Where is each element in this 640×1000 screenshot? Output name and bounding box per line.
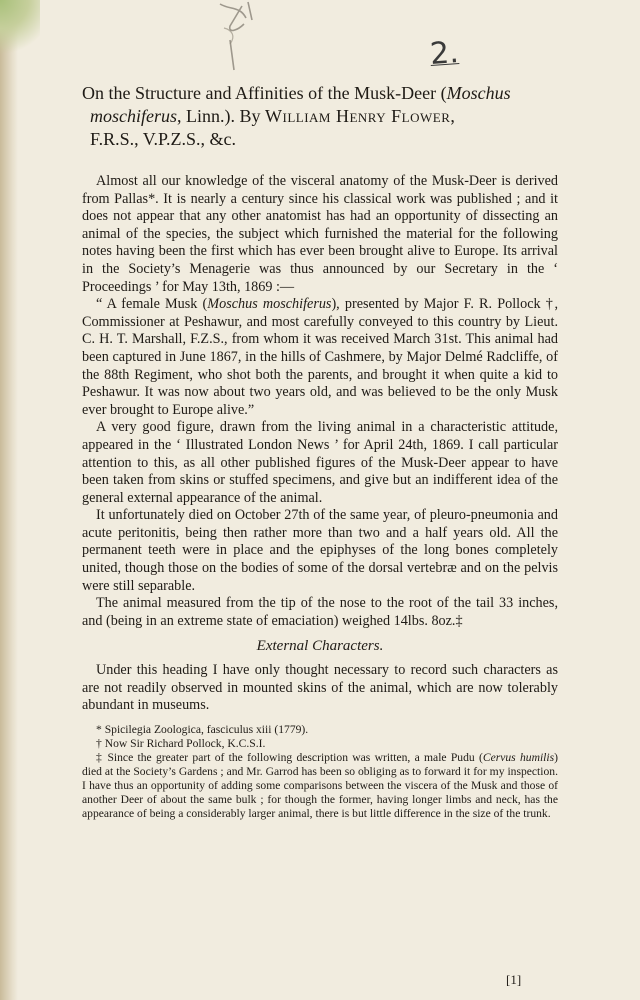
title-authority: , Linn.). By	[177, 106, 265, 126]
pencil-scribble	[200, 0, 290, 80]
page-edge-stain	[0, 0, 18, 1000]
footnotes	[82, 723, 558, 821]
quoted-paragraph: “ A female Musk (Moschus moschiferus), presented by Major F. R. Pollock †, Commissioner at Peshawur, and most carefully conveyed to this country by Lieut. C. H. T. Marshall, F.Z.S., from whom it was received March 31st. This animal had been captured in June 1867, in the hills of Cashmere, by Major Delmé Radcliffe, of the 88th Regiment, who shot both the parents, and brought it when quite a kid to Peshawur. It was now about two years old, and was believed to be the only Musk ever brought to Europe alive.”	[82, 296, 558, 418]
folio-number: [1]	[506, 972, 522, 987]
paragraph: Almost all our knowledge of the visceral anatomy of the Musk-Deer is derived from Pallas*. It is nearly a century since his classical work was published ; and it does not appear that any other anatomist has had an opportunity of dissecting an animal of the species, the subject which furnished the material for the following notes having been the first which has ever been brought alive to Europe. Its arrival in the Society’s Menagerie was thus announced by our Secretary in the ‘ Proceedings ’ for May 13th, 1869 :—	[82, 173, 558, 295]
author-name: William Henry Flower,	[265, 106, 456, 126]
article-body	[82, 173, 558, 715]
corner-stain	[0, 0, 40, 60]
title-genus: Moschus	[446, 83, 511, 103]
title-text: On the Structure and Affinities of the Musk-Deer (	[82, 83, 447, 103]
footnote: † Now Sir Richard Pollock, K.C.S.I.	[96, 736, 266, 750]
paragraph: Under this heading I have only thought necessary to record such characters as are not readily observed in mounted skins of the animal, which are now tolerably abundant in museums.	[82, 662, 558, 714]
author-credentials: F.R.S., V.P.Z.S., &c.	[90, 129, 236, 149]
article	[82, 82, 558, 821]
title-species: moschiferus	[90, 106, 177, 126]
paragraph: The animal measured from the tip of the nose to the root of the tail 33 inches, and (being in an extreme state of emaciation) weighed 14lbs. 8oz.‡	[82, 595, 558, 629]
footnote: * Spicilegia Zoologica, fasciculus xiii (1779).	[96, 722, 309, 736]
footnote: ‡ Since the greater part of the following description was written, a male Pudu (Cervus humilis) died at the Society’s Gardens ; and Mr. Garrod has been so obliging as to forward it for my inspection. I have thus an opportunity of adding some comparisons between the viscera of the Musk and those of another Deer of about the same bulk ; for though the former, having longer limbs and neck, has the appearance of being a considerably larger animal, there is but little difference in the size of the trunk.	[82, 750, 558, 820]
article-title	[82, 82, 558, 151]
paragraph: It unfortunately died on October 27th of the same year, of pleuro-pneumonia and acute peritonitis, being then rather more than two and a half years old. All the permanent teeth were in place and the epiphyses of the long bones completely united, though those on the bodies of some of the dorsal vertebræ and on the pelvis were still separable.	[82, 507, 558, 594]
section-heading: External Characters.	[256, 638, 384, 655]
page-number: 2.	[428, 35, 460, 72]
paragraph: A very good figure, drawn from the living animal in a characteristic attitude, appeared in the ‘ Illustrated London News ’ for April 24th, 1869. I call particular attention to this, as all other published figures of the Musk-Deer appear to have been taken from skins or stuffed specimens, and give but an indifferent idea of the general external appearance of the animal.	[82, 419, 558, 506]
